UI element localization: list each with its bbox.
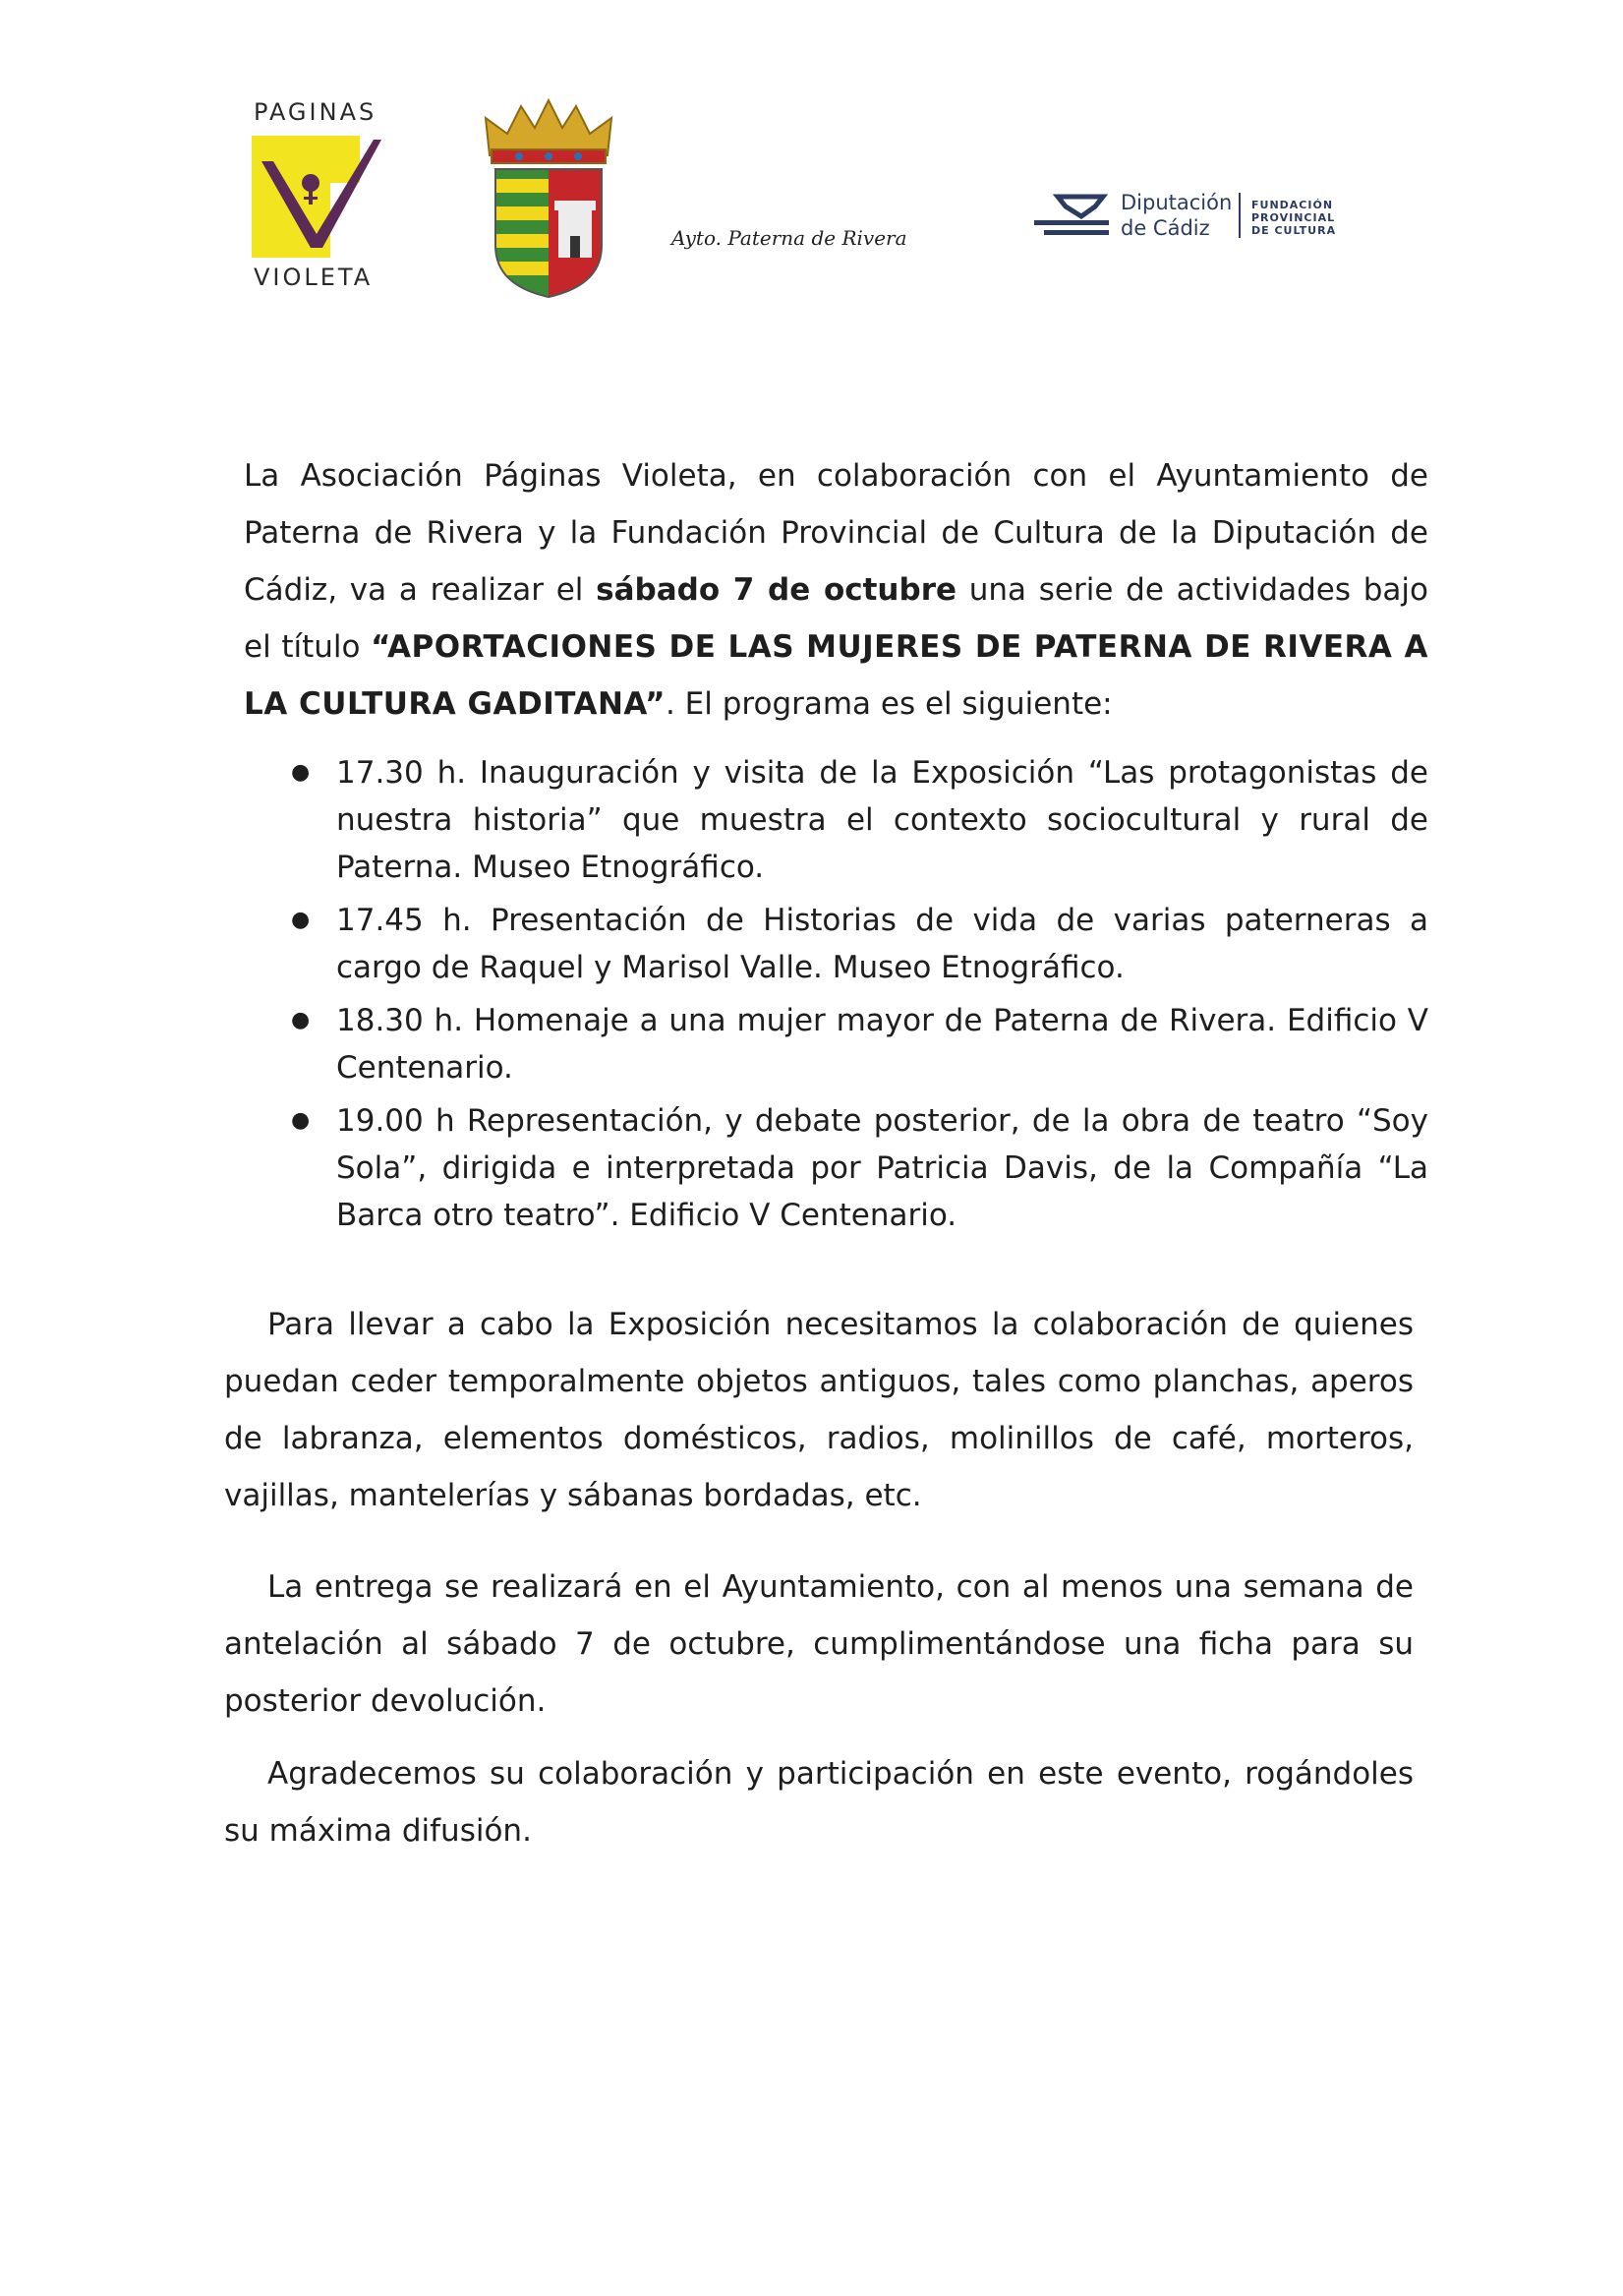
program-item xyxy=(285,1097,1428,1239)
intro-text-2: una serie de actividades bajo el título xyxy=(244,572,1428,665)
diputacion-cadiz-logo xyxy=(1030,189,1374,248)
program-list xyxy=(285,749,1428,1245)
intro-text-3: . El programa es el siguiente: xyxy=(665,686,1113,722)
fundacion-line2: PROVINCIAL xyxy=(1251,211,1336,224)
paginas-violeta-logo xyxy=(244,98,401,295)
diputacion-name-line1: Diputación xyxy=(1121,191,1233,214)
program-item-text: 17.30 h. Inauguración y visita de la Exposición “Las protagonistas de nuestra historia” que muestra el contexto sociocultural y rural de Paterna. Museo Etnográfico. xyxy=(336,755,1428,885)
bullet-icon: ● xyxy=(291,1108,311,1133)
program-item-text: 18.30 h. Homenaje a una mujer mayor de Paterna de Rivera. Edificio V Centenario. xyxy=(336,1003,1428,1086)
diputacion-name-line2: de Cádiz xyxy=(1121,216,1210,240)
logo-bottom-text: VIOLETA xyxy=(254,264,374,291)
bullet-icon: ● xyxy=(291,760,311,785)
logo-divider xyxy=(1239,193,1241,238)
program-item xyxy=(285,897,1428,991)
delivery-paragraph: La entrega se realizará en el Ayuntamiento, con al menos una semana de antelación al sábado 7 de octubre, cumplimentándose una ficha para su posterior devolución. xyxy=(224,1569,1414,1719)
exhibition-request-paragraph: Para llevar a cabo la Exposición necesitamos la colaboración de quienes puedan ceder temporalmente objetos antiguos, tales como planchas, aperos de labranza, elementos domésticos, radios, molinillos de café, morteros, vajillas, mantelerías y sábanas bordadas, etc. xyxy=(224,1307,1414,1513)
program-item xyxy=(285,749,1428,891)
event-title: “APORTACIONES DE LAS MUJERES DE PATERNA DE RIVERA A LA CULTURA GADITANA” xyxy=(244,629,1428,722)
logo-top-text: PAGINAS xyxy=(254,98,377,126)
program-item xyxy=(285,997,1428,1091)
program-item-text: 19.00 h Representación, y debate posterior, de la obra de teatro “Soy Sola”, dirigida e interpretada por Patricia Davis, de la Compañía “La Barca otro teatro”. Edificio V Centenario. xyxy=(336,1103,1428,1233)
program-item-text: 17.45 h. Presentación de Historias de vida de varias paterneras a cargo de Raquel y Marisol Valle. Museo Etnográfico. xyxy=(336,903,1428,985)
ayuntamiento-label: Ayto. Paterna de Rivera xyxy=(671,226,907,250)
coat-of-arms-icon xyxy=(480,98,617,304)
paginas-violeta-emblem-icon xyxy=(252,132,389,262)
bullet-icon: ● xyxy=(291,908,311,932)
event-date: sábado 7 de octubre xyxy=(596,572,957,608)
bullet-icon: ● xyxy=(291,1008,311,1032)
thanks-paragraph: Agradecemos su colaboración y participación en este evento, rogándoles su máxima difusión. xyxy=(224,1756,1414,1849)
intro-text-1: La Asociación Páginas Violeta, en colaboración con el Ayuntamiento de Paterna de Rivera y la Fundación Provincial de Cultura de la Diputación de Cádiz, va a realizar el xyxy=(244,458,1428,608)
diputacion-emblem-icon xyxy=(1030,193,1113,240)
intro-paragraph xyxy=(244,447,1428,733)
fundacion-line3: DE CULTURA xyxy=(1251,224,1337,237)
fundacion-line1: FUNDACIÓN xyxy=(1251,199,1334,211)
